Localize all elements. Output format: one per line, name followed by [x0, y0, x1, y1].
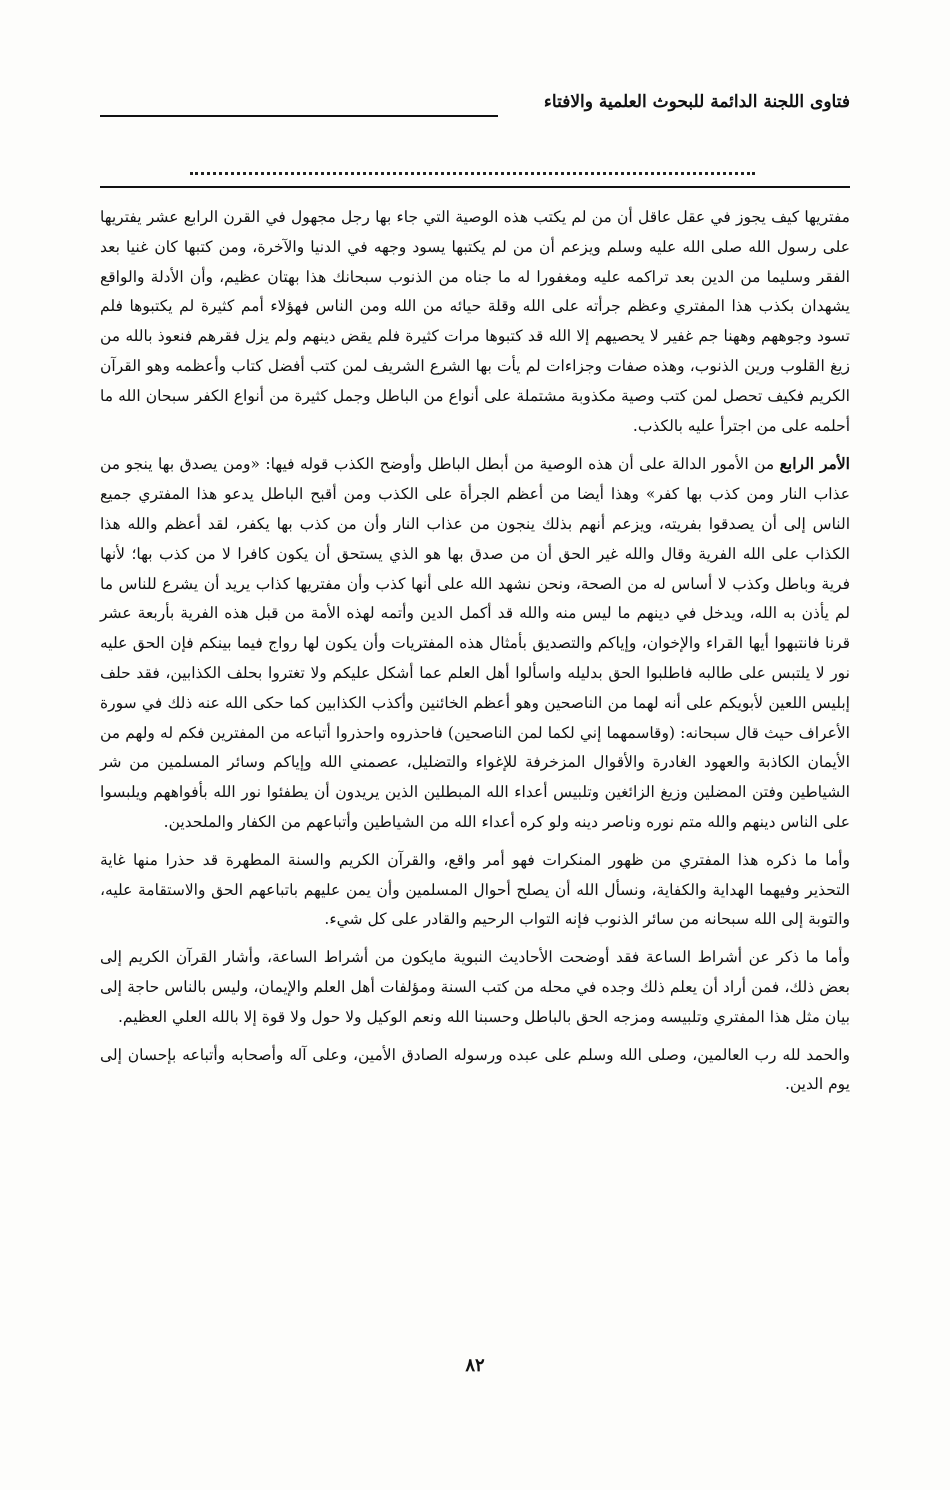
paragraph-text: وأما ما ذكره هذا المفتري من ظهور المنكرات فهو أمر واقع، والقرآن الكريم والسنة المطهرة قد حذرا منها غاية التحذير وفيهما الهداية والكفاية، ونسأل الله أن يصلح أحوال المسلمين وأن يمن عليهم باتباعهم الحق والاستقامة عليه، والتوبة إلى الله سبحانه من سائر الذنوب فإنه التواب الرحيم والقادر على كل شيء. [100, 850, 850, 929]
paragraph [100, 1041, 850, 1101]
paragraph-text: وأما ما ذكر عن أشراط الساعة فقد أوضحت الأحاديث النبوية مايكون من أشراط الساعة، وأشار القرآن الكريم إلى بعض ذلك، فمن أراد أن يعلم ذلك وجده في محله من كتب السنة ومؤلفات أهل العلم والإيمان، وليس بالناس حاجة إلى بيان مثل هذا المفتري وتلبيسه ومزجه الحق بالباطل وحسبنا الله ونعم الوكيل ولا حول ولا قوة إلا بالله العلي العظيم. [100, 948, 850, 1026]
separator-rule [100, 186, 850, 188]
paragraph [100, 846, 850, 935]
page-number: ٨٢ [465, 1355, 485, 1376]
header-rule [100, 115, 498, 117]
paragraph-text: مفتريها كيف يجوز في عقل عاقل أن من لم يكتب هذه الوصية التي جاء بها رجل مجهول في القرن الرابع عشر يفتريها على رسول الله صلى الله عليه وسلم ويزعم أن من لم يكتبها يسود وجهه في الدنيا والآخرة، ومن كتبها كان غنيا بعد الفقر وسليما من الدين بعد تراكمه عليه ومغفورا له ما جناه من الذنوب سبحانك هذا بهتان عظيم، وأن الأدلة والواقع يشهدان بكذب هذا المفتري وعظم جرأته على الله وقلة حيائه من الله ومن الناس فهؤلاء أمم كثيرة لم يكتبوها فلم تسود وجوههم وههنا جم غفير لا يحصيهم إلا الله قد كتبوها مرات كثيرة فلم يقض دينهم ولم يزل فقرهم فنعوذ بالله من زيغ القلوب ورين الذنوب، وهذه صفات وجزاءات لم يأت بها الشرع الشريف لمن كتب أفضل كتاب وأعظمه وهو القرآن الكريم فكيف تحصل لمن كتب وصية مكذوبة مشتملة على أنواع من الباطل وجمل كثيرة من أنواع الكفر سبحان الله ما أحلمه على من اجترأ عليه بالكذب. [100, 208, 850, 435]
dotted-separator [190, 158, 755, 175]
paragraph-text: والحمد لله رب العالمين، وصلى الله وسلم على عبده ورسوله الصادق الأمين، وعلى آله وأصحابه وأتباعه بإحسان إلى يوم الدين. [100, 1045, 850, 1094]
paragraph [100, 449, 850, 837]
header-title: فتاوى اللجنة الدائمة للبحوث العلمية والافتاء [543, 92, 850, 112]
running-header [100, 92, 850, 122]
paragraph-text: من الأمور الدالة على أن هذه الوصية من أبطل الباطل وأوضح الكذب قوله فيها: «ومن يصدق بها ينجو من عذاب النار ومن كذب بها كفر» وهذا أيضا من أعظم الجرأة على الكذب ومن أقبح الباطل يدعو هذا المفتري جميع الناس إلى أن يصدقوا بفريته، ويزعم أنهم بذلك ينجون من عذاب النار وأن من كذب بها يكفر، لقد أعظم والله هذا الكذاب على الله الفرية وقال والله غير الحق أن من صدق بها هو الذي يستحق أن يكون كافرا لا من كذب بها؛ لأنها فرية وباطل وكذب لا أساس له من الصحة، ونحن نشهد الله على أنها كذب وأن مفتريها كذاب يريد أن يشرع للناس ما لم يأذن به الله، ويدخل في دينهم ما ليس منه والله قد أكمل الدين وأتمه لهذه الأمة من قبل هذه الفرية بأربعة عشر قرنا فانتبهوا أيها القراء والإخوان، وإياكم والتصديق بأمثال هذه المفتريات وأن يكون لها رواج فيما بينكم فإن الحق عليه نور لا يلتبس على طالبه فاطلبوا الحق بدليله واسألوا أهل العلم عما أشكل عليكم ولا تغتروا بحلف الكذابين، فقد حلف إبليس اللعين لأبويكم على أنه لهما من الناصحين وهو أعظم الخائنين وأكذب الكذابين كما حكى الله عنه ذلك في سورة الأعراف حيث قال سبحانه: (وقاسمهما إني لكما لمن الناصحين) فاحذروه واحذروا أتباعه من المفترين فكم له ولهم من الأيمان الكاذبة والعهود الغادرة والأقوال المزخرفة للإغواء والتضليل، عصمني الله وإياكم وسائر المسلمين من شر الشياطين وفتن المضلين وزيغ الزائغين وتلبيس أعداء الله المبطلين الذين يريدون أن يطفئوا نور الله بأفواههم ويلبسوا على الناس دينهم والله متم نوره وناصر دينه ولو كره أعداء الله من الشياطين وأتباعهم من الكفار والملحدين. [100, 455, 850, 831]
paragraph-lead: الأمر الرابع [779, 454, 850, 474]
paragraph [100, 943, 850, 1032]
body-text [100, 203, 850, 1100]
paragraph [100, 203, 850, 441]
